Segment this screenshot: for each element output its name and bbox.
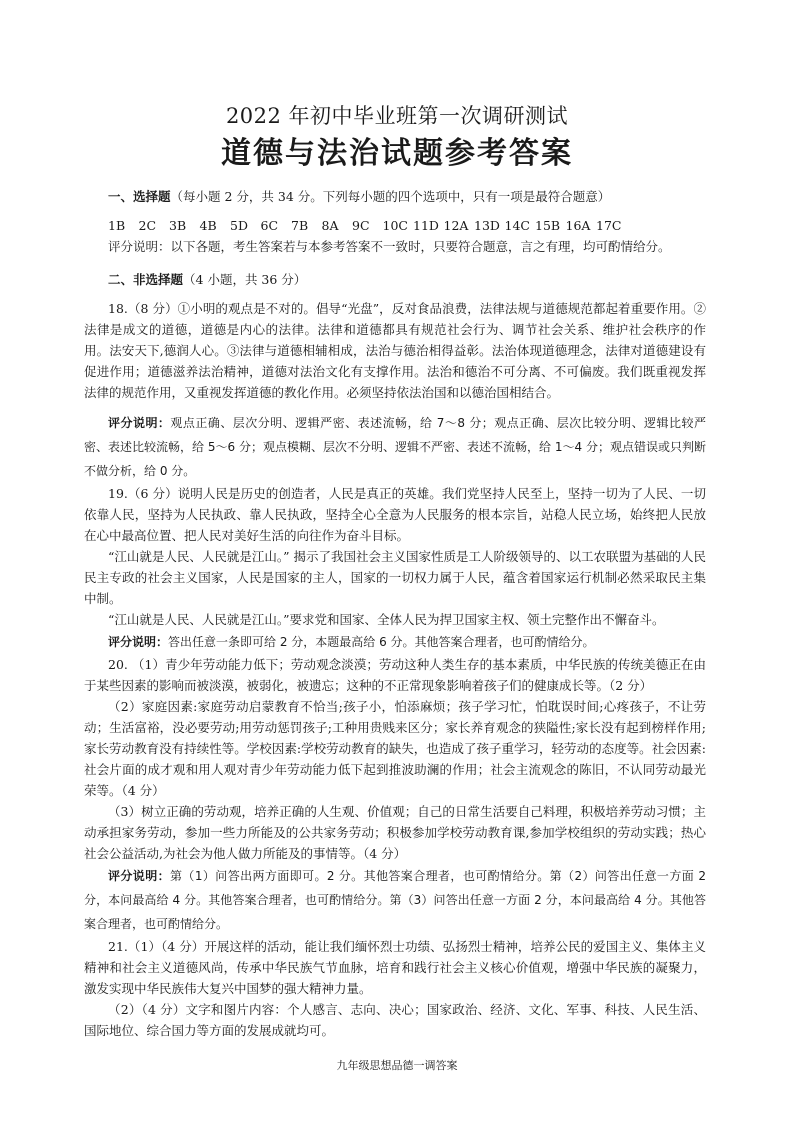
q18-scoring <box>84 411 706 483</box>
answer-item: 15B <box>535 218 561 233</box>
answer-body <box>84 186 706 1041</box>
section1-heading-line <box>84 186 706 207</box>
q18-scoring-label: 评分说明： <box>108 416 171 430</box>
section2-heading: 二、非选择题 <box>108 272 184 287</box>
answer-item: 6C <box>260 218 279 233</box>
q20-scoring-label: 评分说明： <box>108 869 171 883</box>
answer-item: 14C <box>504 218 530 233</box>
q21-answer-p2: （2）（4 分）文字和图片内容：个人感言、志向、决心；国家政治、经济、文化、军事、科技、人民生活、国际地位、综合国力等方面的发展成就均可。 <box>84 1002 706 1038</box>
answer-item: 1B <box>108 218 126 233</box>
q20-scoring-text: 第（1）问答出两方面即可。2 分。其他答案合理者，也可酌情给分。第（2）问答出任意一方面 2 分，本问最高给 4 分。其他答案合理者，也可酌情给分。第（3）问答出任意一方面 2 分，本问最高给 4 分。其他答案合理者，也可酌情给分。 <box>84 869 706 931</box>
q19-scoring <box>84 630 706 654</box>
q20-answer-p3: （3）树立正确的劳动观，培养正确的人生观、价值观；自己的日常生活要自己料理，积极培养劳动习惯；主动承担家务劳动，参加一些力所能及的公共家务劳动；积极参加学校劳动教育课,参加学校组织的劳动实践；热心社会公益活动,为社会为他人做力所能及的事情等。（4 分） <box>84 804 706 861</box>
answer-item: 10C <box>382 218 408 233</box>
section2-note: （4 小题，共 36 分） <box>183 272 307 287</box>
q18-scoring-text: 观点正确、层次分明、逻辑严密、表述流畅，给 7～8 分；观点正确、层次比较分明、逻辑比较严密、表述比较流畅，给 5～6 分；观点模糊、层次不分明、逻辑不严密、表述不流畅，给 1～4 分；观点错误或只判断不做分析，给 0 分。 <box>84 416 706 478</box>
q21-answer-p1: 21.（1）（4 分）开展这样的活动，能让我们缅怀烈士功绩、弘扬烈士精神，培养公民的爱国主义、集体主义精神和社会主义道德风尚，传承中华民族气节血脉，培育和践行社会主义核心价值观，增强中华民族的凝聚力，激发实现中华民族伟大复兴中国梦的强大精神力量。 <box>84 939 706 996</box>
q19-scoring-text: 答出任意一条即可给 2 分，本题最高给 6 分。其他答案合理者，也可酌情给分。 <box>168 635 595 649</box>
q20-answer-p2: （2）家庭因素:家庭劳动启蒙教育不恰当;孩子小，怕添麻烦；孩子学习忙，怕耽误时间;心疼孩子，不让劳动；生活富裕，没必要劳动;用劳动惩罚孩子;工种用贵贱来区分；家长养育观念的狭隘性;家长没有起到榜样作用;家长劳动教育没有持续性等。学校因素:学校劳动教育的缺失，也造成了孩子重学习，轻劳动的态度等。社会因素:社会片面的成才观和用人观对青少年劳动能力低下起到推波助澜的作用；社会主流观念的陈旧，不认同劳动最光荣等。（4 分） <box>84 699 706 798</box>
answer-item: 7B <box>291 218 309 233</box>
page-footer: 九年级思想品德一调答案 <box>336 1059 458 1072</box>
page-subtitle: 道德与法治试题参考答案 <box>221 136 573 171</box>
q20-scoring <box>84 864 706 936</box>
answer-item: 11D <box>413 218 439 233</box>
answer-item: 17C <box>596 218 622 233</box>
q19-answer-p1: 19.（6 分）说明人民是历史的创造者，人民是真正的英雄。我们党坚持人民至上，坚持一切为了人民、一切依靠人民，坚持为人民执政、靠人民执政，坚持全心全意为人民服务的根本宗旨，站稳人民立场，始终把人民放在心中最高位置、把人民对美好生活的向往作为奋斗目标。 <box>84 486 706 543</box>
answer-item: 12A <box>443 218 469 233</box>
answer-item: 16A <box>565 218 591 233</box>
section1-note: （每小题 2 分，共 34 分。下列每小题的四个选项中，只有一项是最符合题意） <box>170 189 611 204</box>
q19-scoring-label: 评分说明： <box>108 635 169 649</box>
answer-item: 3B <box>169 218 187 233</box>
section1-comment: 评分说明：以下各题，考生答案若与本参考答案不一致时，只要符合题意，言之有理，均可酌情给分。 <box>108 239 671 254</box>
answer-item: 2C <box>138 218 157 233</box>
q19-answer-p2: “江山就是人民、人民就是江山。” 揭示了我国社会主义国家性质是工人阶级领导的、以工农联盟为基础的人民民主专政的社会主义国家，人民是国家的主人，国家的一切权力属于人民，蕴含着国家运行机制必然采取民主集中制。 <box>84 549 707 606</box>
answer-item: 8A <box>321 218 339 233</box>
answer-item: 4B <box>199 218 217 233</box>
q18-answer: 18.（8 分）①小明的观点是不对的。倡导“光盘”，反对食品浪费，法律法规与道德规范都起着重要作用。②法律是成文的道德，道德是内心的法律。法律和道德都具有规范社会行为、调节社会关系、维护社会秩序的作用。法安天下,德润人心。③法律与道德相辅相成，法治与德治相得益彰。法治体现道德理念，法律对道德建设有促进作用；道德滋养法治精神，道德对法治文化有支撑作用。法治和德治不可分离、不可偏废。我们既重视发挥法律的规范作用，又重视发挥道德的教化作用。必须坚持依法治国和以德治国相结合。 <box>84 301 706 400</box>
choice-answers <box>84 215 706 236</box>
q19-answer-p3: “江山就是人民、人民就是江山。”要求党和国家、全体人民为捍卫国家主权、领土完整作出不懈奋斗。 <box>108 612 665 627</box>
page-title: 2022 年初中毕业班第一次调研测试 <box>225 104 569 128</box>
answer-item: 5D <box>230 218 248 233</box>
section1-heading: 一、选择题 <box>108 189 171 204</box>
answer-item: 13D <box>474 218 500 233</box>
q20-answer-p1: 20. （1）青少年劳动能力低下；劳动观念淡漠；劳动这种人类生存的基本素质，中华民族的传统美德正在由于某些因素的影响而被淡漠，被弱化，被遗忘；这种的不正常现象影响着孩子们的健康成长等。（2 分） <box>84 657 706 693</box>
answer-item: 9C <box>352 218 370 233</box>
section2-heading-line <box>84 269 706 290</box>
